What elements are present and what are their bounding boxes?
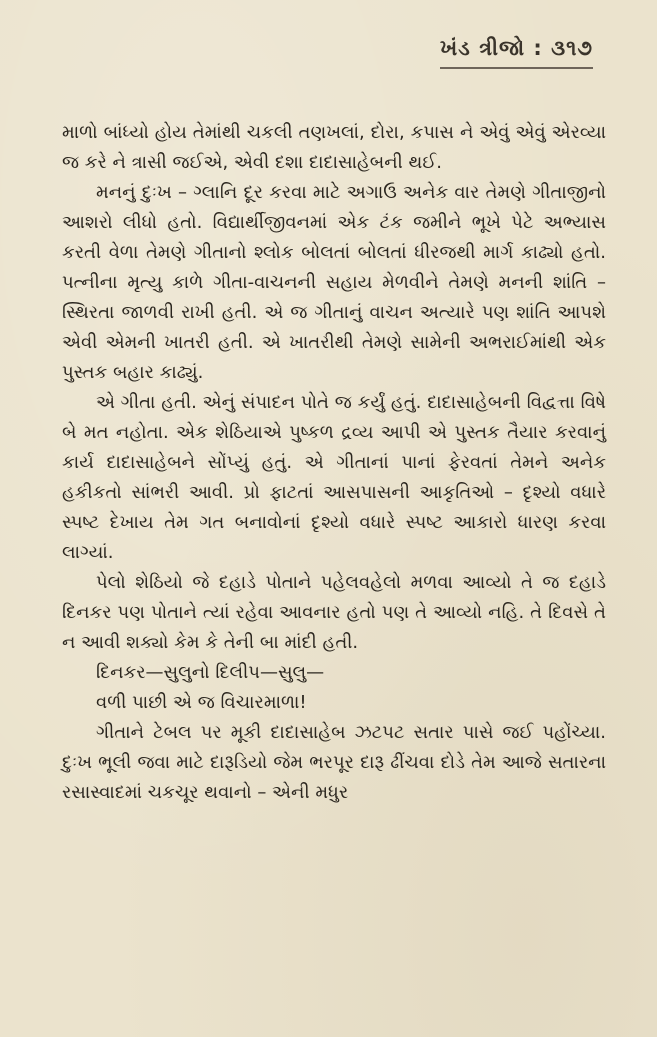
paragraph-7: ગીતાને ટેબલ પર મૂકી દાદાસાહેબ ઝટપટ સતાર પાસે જઈ પહોંચ્યા. દુઃખ ભૂલી જવા માટે દારૂડિયો જેમ ભરપૂર દારૂ ઢીંચવા દોડે તેમ આજે સતારના રસાસ્વાદમાં ચકચૂર થવાનો – એની મધુર xyxy=(62,722,606,803)
paragraph-5: દિનકર—સુલુનો દિલીપ—સુલુ— xyxy=(96,662,325,683)
paragraph-6: વળી પાછી એ જ વિચારમાળા! xyxy=(96,692,307,713)
paragraph-1: માળો બાંધ્યો હોય તેમાંથી ચકલી તણખલાં, દોરા, કપાસ ને એવું એવું એરવ્યા જ કરે ને ત્રાસી જઈએ, એવી દશા દાદાસાહેબની થઈ. xyxy=(62,122,606,173)
page-header xyxy=(440,36,593,69)
paragraph-2: મનનું દુઃખ – ગ્લાનિ દૂર કરવા માટે અગાઉ અનેક વાર તેમણે ગીતાજીનો આશરો લીધો હતો. વિદ્યાર્થીજીવનમાં એક ટંક જમીને ભૂખે પેટે અભ્યાસ કરતી વેળા તેમણે ગીતાનો શ્લોક બોલતાં બોલતાં ધીરજથી માર્ગ કાઢ્યો હતો. પત્નીના મૃત્યુ કાળે ગીતા-વાચનની સહાય મેળવીને તેમણે મનની શાંતિ – સ્થિરતા જાળવી રાખી હતી. એ જ ગીતાનું વાચન અત્યારે પણ શાંતિ આપશે એવી એમની ખાતરી હતી. એ ખાતરીથી તેમણે સામેની અભરાઈમાંથી એક પુસ્તક બહાર કાઢ્યું. xyxy=(62,182,606,383)
running-head: ખંડ ત્રીજો : ૩૧૭ xyxy=(440,36,593,69)
page-body xyxy=(62,118,606,808)
paragraph-4: પેલો શેઠિયો જે દહાડે પોતાને પહેલવહેલો મળવા આવ્યો તે જ દહાડે દિનકર પણ પોતાને ત્યાં રહેવા આવનાર હતો પણ તે આવ્યો નહિ. તે દિવસે તે ન આવી શક્યો કેમ કે તેની બા માંદી હતી. xyxy=(62,572,606,653)
paragraph-3: એ ગીતા હતી. એનું સંપાદન પોતે જ કર્યું હતું. દાદાસાહેબની વિદ્વત્તા વિષે બે મત નહોતા. એક શેઠિયાએ પુષ્કળ દ્રવ્ય આપી એ પુસ્તક તૈયાર કરવાનું કાર્ય દાદાસાહેબને સોંપ્યું હતું. એ ગીતાનાં પાનાં ફેરવતાં તેમને અનેક હકીકતો સાંભરી આવી. પ્રો ફાટતાં આસપાસની આકૃતિઓ – દૃશ્યો વધારે સ્પષ્ટ દેખાય તેમ ગત બનાવોનાં દૃશ્યો વધારે સ્પષ્ટ આકારો ધારણ કરવા લાગ્યાં. xyxy=(62,392,606,563)
